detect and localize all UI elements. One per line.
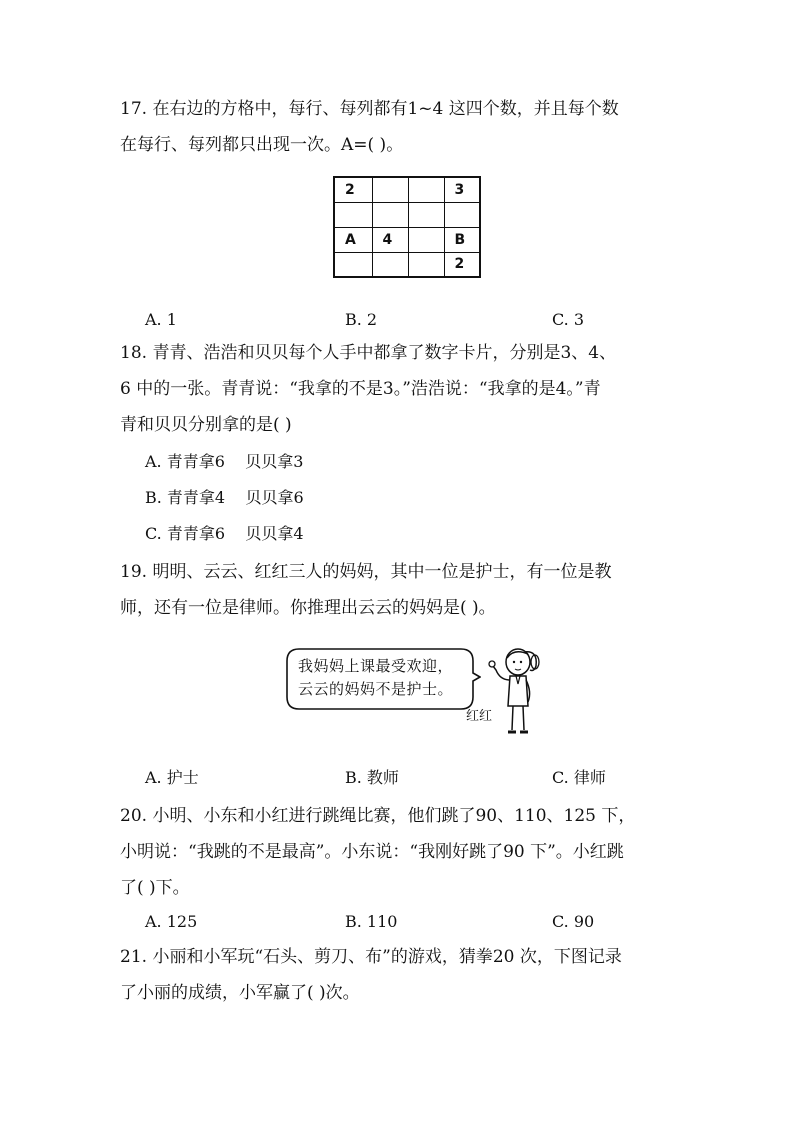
grid-row [334, 177, 480, 202]
q20-option-c[interactable]: C. 90 [552, 912, 595, 931]
bubble-text [298, 655, 453, 701]
q17-option-c[interactable]: C. 3 [552, 310, 585, 329]
q20-option-a[interactable]: A. 125 [145, 912, 198, 931]
bubble-line-2: 云云的妈妈不是护士。 [298, 680, 454, 698]
q18-option-b[interactable]: B. 青青拿4 贝贝拿6 [145, 488, 304, 507]
grid-row [334, 227, 480, 252]
q19-text-line1: 19. 明明、云云、红红三人的妈妈，其中一位是护士，有一位是教 [120, 562, 612, 582]
q18-text-line2: 6 中的一张。青青说：“我拿的不是3。”浩浩说：“我拿的是4。”青 [120, 379, 601, 399]
grid-cell [334, 202, 372, 227]
q17-option-a[interactable]: A. 1 [145, 310, 177, 329]
grid-cell: 4 [372, 227, 408, 252]
q20-text-line3: 了( )下。 [120, 878, 190, 898]
grid-cell [408, 202, 444, 227]
speaker-name: 红红 [466, 709, 493, 724]
grid-cell [408, 252, 444, 277]
grid-cell [408, 227, 444, 252]
q19-option-b[interactable]: B. 教师 [345, 768, 399, 787]
grid-cell [444, 202, 480, 227]
q18-text-line1: 18. 青青、浩浩和贝贝每个人手中都拿了数字卡片，分别是3、4、 [120, 343, 617, 363]
grid-cell [372, 252, 408, 277]
grid-cell: A [334, 227, 372, 252]
number-grid [333, 176, 481, 278]
q21-text-line1: 21. 小丽和小军玩“石头、剪刀、布”的游戏，猜拳20 次，下图记录 [120, 947, 622, 967]
q18-text-line3: 青和贝贝分别拿的是( ) [120, 415, 292, 435]
grid-cell: 3 [444, 177, 480, 202]
q18-option-c[interactable]: C. 青青拿6 贝贝拿4 [145, 524, 304, 543]
grid-cell: 2 [444, 252, 480, 277]
grid-cell: B [444, 227, 480, 252]
q19-option-c[interactable]: C. 律师 [552, 768, 606, 787]
grid-cell [372, 177, 408, 202]
grid-cell [334, 252, 372, 277]
q17-text-line1: 17. 在右边的方格中，每行、每列都有1~4 这四个数，并且每个数 [120, 99, 619, 119]
grid-row [334, 252, 480, 277]
q20-text-line1: 20. 小明、小东和小红进行跳绳比赛，他们跳了90、110、125 下， [120, 806, 636, 826]
q19-text-line2: 师，还有一位是律师。你推理出云云的妈妈是( )。 [120, 598, 496, 618]
q21-text-line2: 了小丽的成绩，小军赢了( )次。 [120, 983, 360, 1003]
bubble-line-1: 我妈妈上课最受欢迎， [298, 657, 454, 675]
grid-cell [372, 202, 408, 227]
q20-option-b[interactable]: B. 110 [345, 912, 398, 931]
grid-cell: 2 [334, 177, 372, 202]
grid-cell [408, 177, 444, 202]
q19-option-a[interactable]: A. 护士 [145, 768, 199, 787]
grid-row [334, 202, 480, 227]
q17-option-b[interactable]: B. 2 [345, 310, 378, 329]
girl-figure-icon [480, 640, 550, 740]
q17-text-line2: 在每行、每列都只出现一次。A=( )。 [120, 135, 404, 155]
q20-text-line2: 小明说：“我跳的不是最高”。小东说：“我刚好跳了90 下”。小红跳 [120, 842, 624, 862]
q18-option-a[interactable]: A. 青青拿6 贝贝拿3 [145, 452, 304, 471]
